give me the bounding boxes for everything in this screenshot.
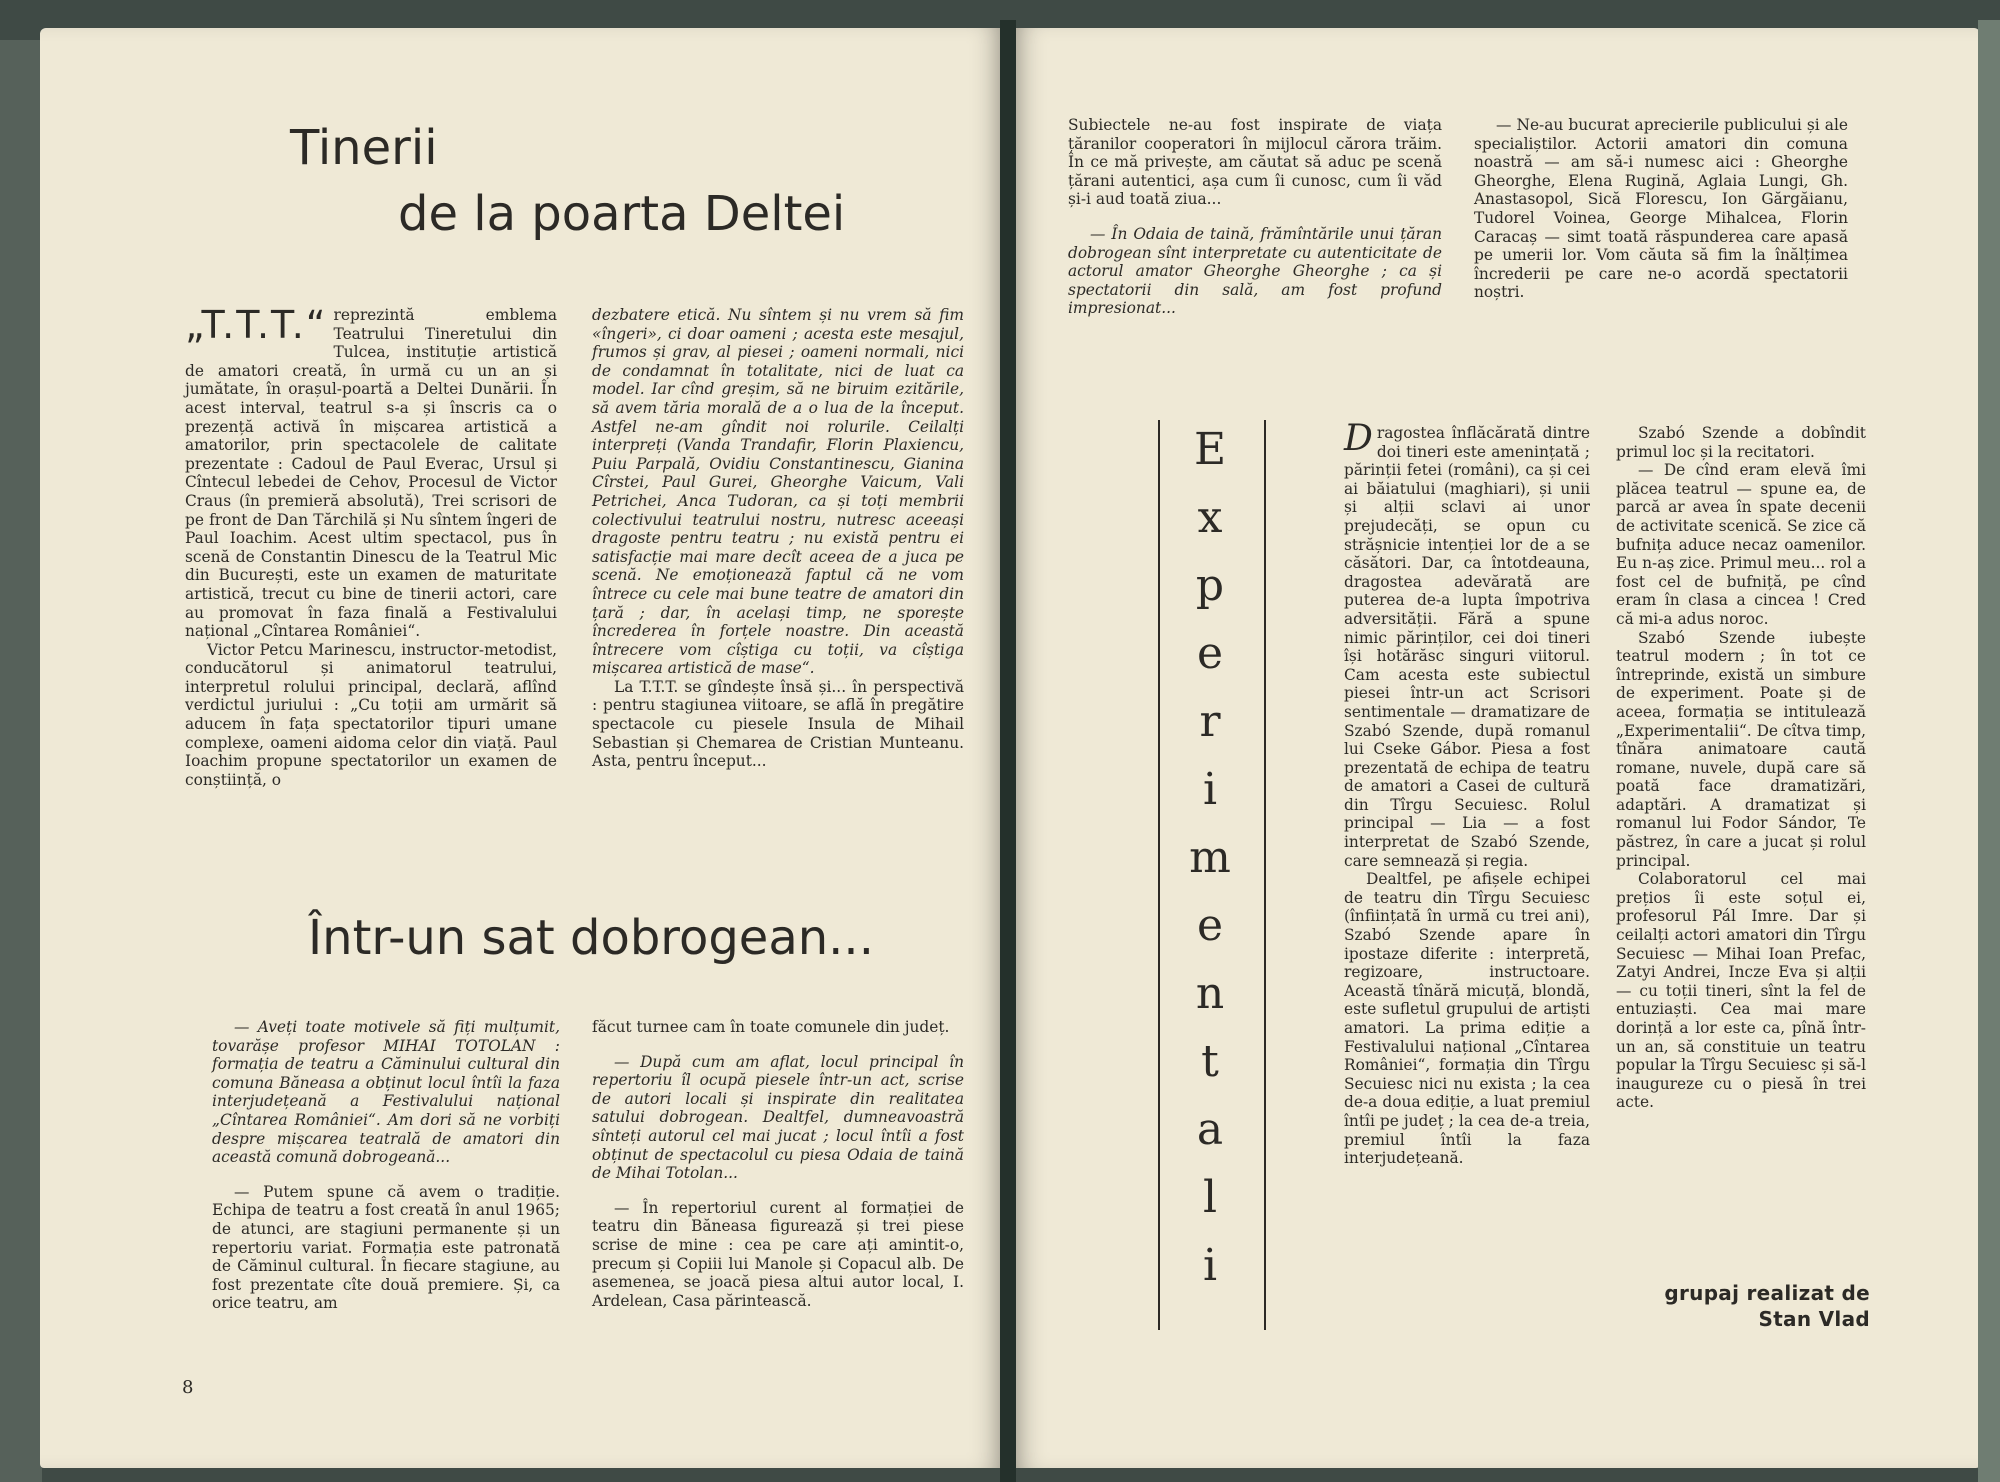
title-letter: a — [1196, 1104, 1224, 1155]
binding-edge-left — [0, 40, 42, 1482]
title-rule-left — [1158, 420, 1160, 1330]
article3-paragraph: Colaboratorul cel mai prețios îi este soțul ei, profesorul Pál Imre. Dar și ceilalți actori amatori din Tîrgu Secuiesc — Mihai Ioan Prefac, Zatyi Andrei, Incze Eva și alții — cu toții tineri, sînt la fel de entuziaști. Cea mai mare dorință a lor este ca, pînă într-un an, să constituie un teatru popular la Tîrgu Secuiesc și să-l inaugureze cu o piesă în trei acte. — [1616, 870, 1866, 1112]
title-letter: x — [1197, 492, 1223, 543]
article2-paragraph: — Ne-au bucurat aprecierile publicului și ale specialiștilor. Actorii amatori din comuna noastră — am să-i numesc aici : Gheorghe Gheorghe, Elena Rugină, Aglaia Lungi, Gh. Anastasopol, Sică Florescu, Ion Gărgăianu, Tudorel Voinea, George Mihalcea, Florin Caracaș — simt toată răspunderea care apasă pe umerii lor. Vom căuta să fim la înălțimea încrederii pe care ne-o acordă spectatorii noștri. — [1474, 116, 1848, 302]
article1-title-line1: Tinerii — [290, 120, 438, 176]
article3-paragraph — [1344, 418, 1590, 870]
article1-column-1 — [185, 303, 557, 789]
article2-column-1 — [212, 1018, 560, 1313]
article2-paragraph: — Putem spune că avem o tradiție. Echipa de teatru a fost creată în anul 1965; de atunci, are stagiuni permanente și un repertoriu variat. Formația este patronată de Căminul cultural. În fiecare stagiune, au fost prezentate cîte două premiere. Și, ca orice teatru, am — [212, 1182, 560, 1313]
title-letter: n — [1195, 968, 1225, 1019]
title-letter: E — [1193, 424, 1227, 475]
page-number: 8 — [182, 1377, 194, 1398]
title-letter: p — [1195, 560, 1225, 611]
drop-cap: D — [1344, 418, 1373, 459]
article1-paragraph: reprezintă emblema Teatrului Tineretului din Tulcea, instituție artistică de amatori creată, în urmă cu un an și jumătate, în orașul-poartă a Deltei Dunării. În acest interval, teatrul s-a și înscris ca o prezență activă în mișcarea artistică a amatorilor, prin spectacolele de calitate prezentate : Cadoul de Paul Everac, Ursul și Cîntecul lebedei de Cehov, Procesul de Victor Craus (în premieră absolută), Trei scrisori de pe front de Dan Tărchilă și Nu sîntem îngeri de Paul Ioachim. Acest ultim spectacol, pus în scenă de Constantin Dinescu de la Teatrul Mic din București, este un examen de maturitate artistică, trecut cu bine de tinerii actori, care au promovat în faza finală a Festivalului național „Cîntarea României“. — [185, 306, 557, 641]
title-letter: l — [1202, 1172, 1218, 1223]
article2-continued-column-2 — [1474, 116, 1848, 302]
article3-column-1 — [1344, 418, 1590, 1168]
article2-paragraph: — În repertoriul curent al formației de teatru din Băneasa figurează și trei piese scrise de mine : cea pe care ați amintit-o, precum și Copiii lui Manole și Copacul alb. De asemenea, se joacă piesa altui autor local, I. Ardelean, Casa părintească. — [592, 1198, 964, 1310]
title-letter: i — [1202, 764, 1218, 815]
article1-paragraph: dezbatere etică. Nu sîntem și nu vrem să fim «îngeri», ci doar oameni ; acesta este mesajul, frumos și grav, al piesei ; oameni normali, nici de condamnat în totalitate, nici de luat ca model. Iar cînd greșim, să ne biruim ezitările, să avem tăria morală de a o lua de la început. Astfel ne-am gîndit noi rolurile. Ceilalți interpreți (Vanda Trandafir, Florin Plaxiencu, Puiu Parpală, Ovidiu Constantinescu, Gianina Cîrstei, Paul Gurei, Gheorghe Vaicum, Vali Petrichei, Anca Tudoran, ca și toți membrii colectivului teatrului nostru, nutresc aceeași dragoste pentru teatru ; nu există pentru ei satisfacție mai mare decît aceea de a juca pe scenă. Ne emoționează faptul că ne vom întrece cu cele mai bune teatre de amatori din țară ; dar, în același timp, ne sporește încrederea în forțele noastre. Din această întrecere vom cîștiga cu toții, va cîștiga mișcarea artistică de mase“. — [592, 306, 964, 678]
article2-column-2 — [592, 1018, 964, 1310]
article3-paragraph: — De cînd eram elevă îmi plăcea teatrul — spune ea, de parcă ar avea în spate decenii de activitate scenică. Se zice că bufnița aduce necaz oamenilor. Eu n-aș zice. Primul meu... rol a fost cel de bufniță, pe cînd eram în clasa a cincea ! Cred că mi-a adus noroc. — [1616, 461, 1866, 628]
article1-column-2 — [592, 306, 964, 771]
title-letter: r — [1199, 696, 1221, 747]
title-letter: i — [1202, 1240, 1218, 1291]
byline — [1610, 1280, 1870, 1332]
article1-paragraph: Victor Petcu Marinescu, instructor-metodist, conducătorul și animatorul teatrului, interpretul rolului principal, declară, aflînd verdictul juriului : „Cu toții am urmărit să aducem în fața spectatorilor tipuri umane complexe, oameni aidoma celor din viață. Paul Ioachim propune spectatorilor un examen de conștiință, o — [185, 640, 557, 789]
article3-column-2 — [1616, 424, 1866, 1112]
article2-paragraph: Subiectele ne-au fost inspirate de viața țăranilor cooperatori în mijlocul cărora trăim. În ce mă privește, am căutat să aduc pe scenă țărani autentici, așa cum îi cunosc, cum îi văd și-i aud toată ziua... — [1068, 116, 1442, 209]
article3-paragraph-text: ragostea înflăcărată dintre doi tineri este amenințată ; părinții fetei (români), ca și cei ai băiatului (maghiari), și unii și alții sclavi ai unor prejudecăți, se opun cu strășnicie intenției lor de a se căsători. Dar, ca întotdeauna, dragostea adevărată are puterea de-a lupta împotriva adversității. Fără a spune nimic părinților, cei doi tineri își hotărăsc singuri viitorul. Cam acesta este subiectul piesei într-un act Scrisori sentimentale — dramatizare de Szabó Szende, după romanul lui Cseke Gábor. Piesa a fost prezentată de echipa de teatru de amatori a Casei de cultură din Tîrgu Secuiesc. Rolul principal — Lia — a fost interpretat de Szabó Szende, care semnează și regia. — [1344, 424, 1590, 870]
article2-paragraph: — Aveți toate motivele să fiți mulțumit, tovarășe profesor MIHAI TOTOLAN : formația de teatru a Căminului cultural din comuna Băneasa a obținut locul întîi la faza interjudețeană a Festivalului național „Cîntarea României“. Am dori să ne vorbiți despre mișcarea teatrală de amatori din această comună dobrogeană... — [212, 1018, 560, 1167]
article3-paragraph: Szabó Szende iubește teatrul modern ; în tot ce întreprinde, există un simbure de experiment. Poate și de aceea, formația se intitulează „Experimentalii“. De cîtva timp, tînăra animatoare caută romane, nuvele, după care să poată face dramatizări, adaptări. A dramatizat și romanul lui Fodor Sándor, Te păstrez, în care a jucat și rolul principal. — [1616, 628, 1866, 870]
article2-paragraph: — După cum am aflat, locul principal în repertoriu îl ocupă piesele într-un act, scrise de autori locali și inspirate din realitatea satului dobrogean. Dealtfel, dumneavoastră sînteți autorul cel mai jucat ; locul întîi a fost obținut de spectacolul cu piesa Odaia de taină de Mihai Totolan... — [592, 1052, 964, 1183]
title-letter: m — [1189, 832, 1231, 883]
title-rule-right — [1264, 420, 1266, 1330]
byline-line1: grupaj realizat de — [1664, 1281, 1870, 1305]
book-gutter — [1000, 20, 1016, 1482]
article1-title-line2: de la poarta Deltei — [398, 186, 846, 242]
article3-paragraph: Dealtfel, pe afișele echipei de teatru din Tîrgu Secuiesc (înființată în urmă cu trei ani), Szabó Szende apare în ipostaze diferite : interpretă, regizoare, instructoare. Această tînără micuță, blondă, este sufletul grupului de artiști amatori. La prima ediție a Festivalului național „Cîntarea României“, formația din Tîrgu Secuiesc nici nu exista ; la cea de-a doua ediție, a luat premiul întîi pe județ ; la cea de-a treia, premiul întîi la faza interjudețeană. — [1344, 870, 1590, 1168]
byline-author: Stan Vlad — [1758, 1307, 1870, 1331]
article2-continued-column-1 — [1068, 116, 1442, 318]
article3-vertical-title — [1180, 416, 1240, 1300]
title-letter: t — [1201, 1036, 1219, 1087]
title-letter: e — [1196, 900, 1224, 951]
article2-paragraph: făcut turnee cam în toate comunele din județ. — [592, 1018, 950, 1036]
ttt-emblem: „T.T.T.“ — [185, 303, 328, 347]
title-letter: e — [1196, 628, 1224, 679]
article2-title: Într-un sat dobrogean... — [308, 910, 874, 966]
article3-paragraph: Szabó Szende a dobîndit primul loc și la recitatori. — [1616, 424, 1866, 461]
article1-paragraph: La T.T.T. se gîndește însă și... în perspectivă : pentru stagiunea viitoare, se află în pregătire spectacole cu piesele Insula de Mihail Sebastian și Chemarea de Cristian Munteanu. Asta, pentru început... — [592, 677, 964, 771]
article2-paragraph: — În Odaia de taină, frămîntările unui țăran dobrogean sînt interpretate cu autenticitate de actorul amator Gheorghe Gheorghe ; ca și spectatorii din sală, am fost profund impresionat... — [1068, 224, 1442, 318]
binding-edge-right — [1978, 20, 2000, 1482]
